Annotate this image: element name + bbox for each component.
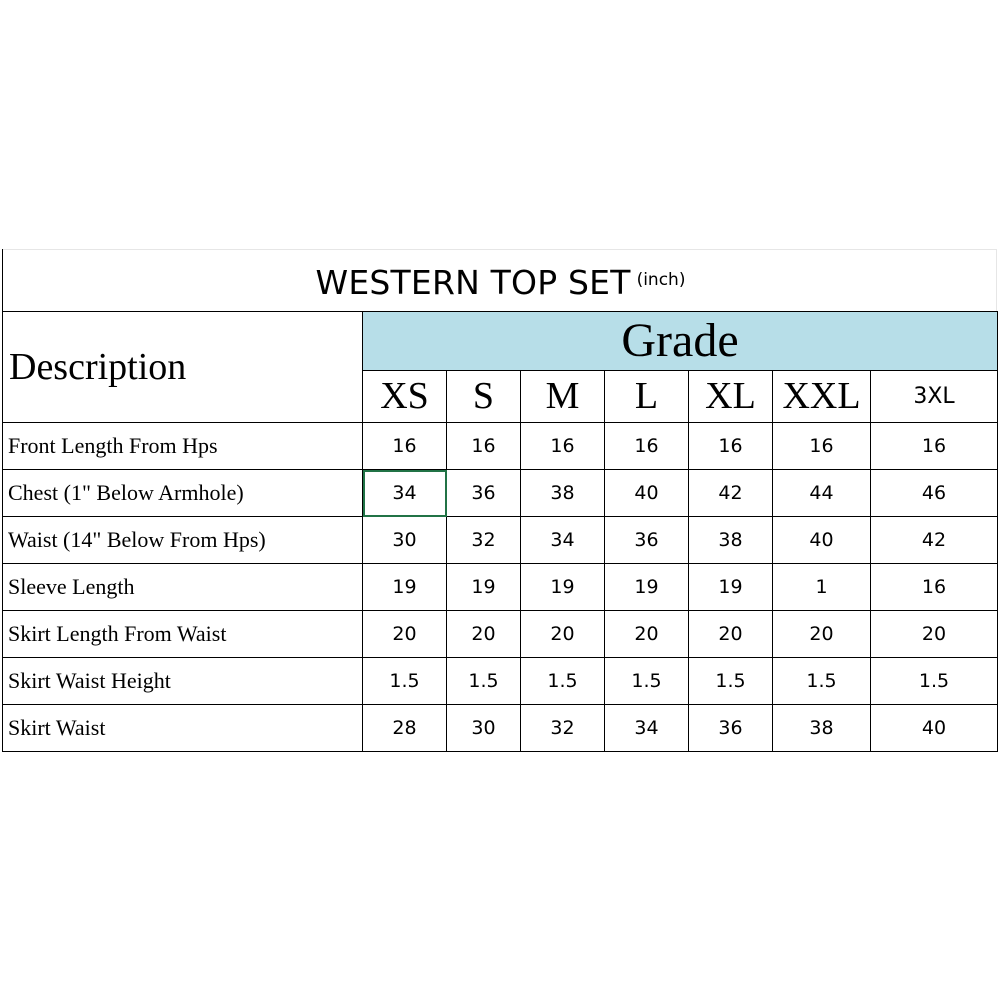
table-cell[interactable]: 1.5 — [363, 658, 447, 705]
table-row — [3, 517, 998, 564]
table-cell[interactable]: 28 — [363, 705, 447, 752]
table-cell[interactable]: 16 — [447, 423, 521, 470]
table-cell[interactable]: 20 — [605, 611, 689, 658]
table-cell[interactable]: 36 — [605, 517, 689, 564]
row-label[interactable]: Skirt Waist Height — [3, 658, 363, 705]
title-row — [2, 249, 997, 312]
table-cell[interactable]: 20 — [773, 611, 871, 658]
row-label[interactable]: Skirt Length From Waist — [3, 611, 363, 658]
table-cell[interactable]: 46 — [871, 470, 998, 517]
size-header-l[interactable]: L — [605, 371, 689, 423]
table-cell[interactable]: 1.5 — [871, 658, 998, 705]
size-chart-sheet — [2, 249, 997, 751]
table-row — [3, 705, 998, 752]
table-row — [3, 470, 998, 517]
table-row — [3, 564, 998, 611]
row-label[interactable]: Sleeve Length — [3, 564, 363, 611]
size-header-xs[interactable]: XS — [363, 371, 447, 423]
table-cell[interactable]: 20 — [447, 611, 521, 658]
grade-header[interactable]: Grade — [363, 312, 998, 371]
table-cell[interactable]: 16 — [871, 423, 998, 470]
title-main: WESTERN TOP SET — [315, 263, 631, 302]
table-cell[interactable]: 19 — [605, 564, 689, 611]
table-cell[interactable]: 19 — [363, 564, 447, 611]
table-cell[interactable]: 34 — [521, 517, 605, 564]
table-cell[interactable]: 32 — [447, 517, 521, 564]
table-cell[interactable]: 36 — [447, 470, 521, 517]
table-cell[interactable]: 19 — [521, 564, 605, 611]
row-label[interactable]: Waist (14" Below From Hps) — [3, 517, 363, 564]
table-cell[interactable]: 16 — [363, 423, 447, 470]
table-cell[interactable]: 19 — [689, 564, 773, 611]
table-cell[interactable]: 32 — [521, 705, 605, 752]
table-cell[interactable]: 16 — [605, 423, 689, 470]
table-cell[interactable]: 19 — [447, 564, 521, 611]
table-cell[interactable]: 1.5 — [447, 658, 521, 705]
sheet-title — [3, 263, 998, 302]
table-cell[interactable]: 20 — [871, 611, 998, 658]
table-cell[interactable]: 36 — [689, 705, 773, 752]
table-cell[interactable]: 1.5 — [689, 658, 773, 705]
table-cell[interactable]: 38 — [773, 705, 871, 752]
row-label[interactable]: Skirt Waist — [3, 705, 363, 752]
table-cell[interactable]: 38 — [689, 517, 773, 564]
size-header-3xl[interactable]: 3XL — [871, 371, 998, 423]
table-cell[interactable]: 1.5 — [773, 658, 871, 705]
table-cell[interactable]: 42 — [871, 517, 998, 564]
table-cell[interactable]: 40 — [605, 470, 689, 517]
table-cell[interactable]: 20 — [363, 611, 447, 658]
table-cell[interactable]: 1 — [773, 564, 871, 611]
table-cell[interactable]: 42 — [689, 470, 773, 517]
table-cell[interactable]: 30 — [447, 705, 521, 752]
grade-header-row — [3, 312, 998, 371]
table-cell[interactable]: 34 — [605, 705, 689, 752]
size-table — [2, 311, 998, 752]
size-header-xxl[interactable]: XXL — [773, 371, 871, 423]
table-cell[interactable]: 38 — [521, 470, 605, 517]
table-cell[interactable]: 20 — [521, 611, 605, 658]
table-row — [3, 423, 998, 470]
row-label[interactable]: Front Length From Hps — [3, 423, 363, 470]
table-cell[interactable]: 30 — [363, 517, 447, 564]
table-cell[interactable]: 16 — [773, 423, 871, 470]
table-row — [3, 611, 998, 658]
table-cell[interactable]: 44 — [773, 470, 871, 517]
size-header-m[interactable]: M — [521, 371, 605, 423]
table-cell[interactable]: 16 — [521, 423, 605, 470]
table-row — [3, 658, 998, 705]
table-cell[interactable]: 16 — [871, 564, 998, 611]
size-header-xl[interactable]: XL — [689, 371, 773, 423]
row-label[interactable]: Chest (1" Below Armhole) — [3, 470, 363, 517]
table-cell[interactable]: 40 — [773, 517, 871, 564]
description-header[interactable]: Description — [3, 312, 363, 423]
selected-cell[interactable]: 34 — [363, 470, 447, 517]
size-header-s[interactable]: S — [447, 371, 521, 423]
table-cell[interactable]: 1.5 — [521, 658, 605, 705]
table-cell[interactable]: 1.5 — [605, 658, 689, 705]
table-cell[interactable]: 16 — [689, 423, 773, 470]
table-cell[interactable]: 40 — [871, 705, 998, 752]
title-unit: (inch) — [636, 270, 686, 290]
table-cell[interactable]: 20 — [689, 611, 773, 658]
